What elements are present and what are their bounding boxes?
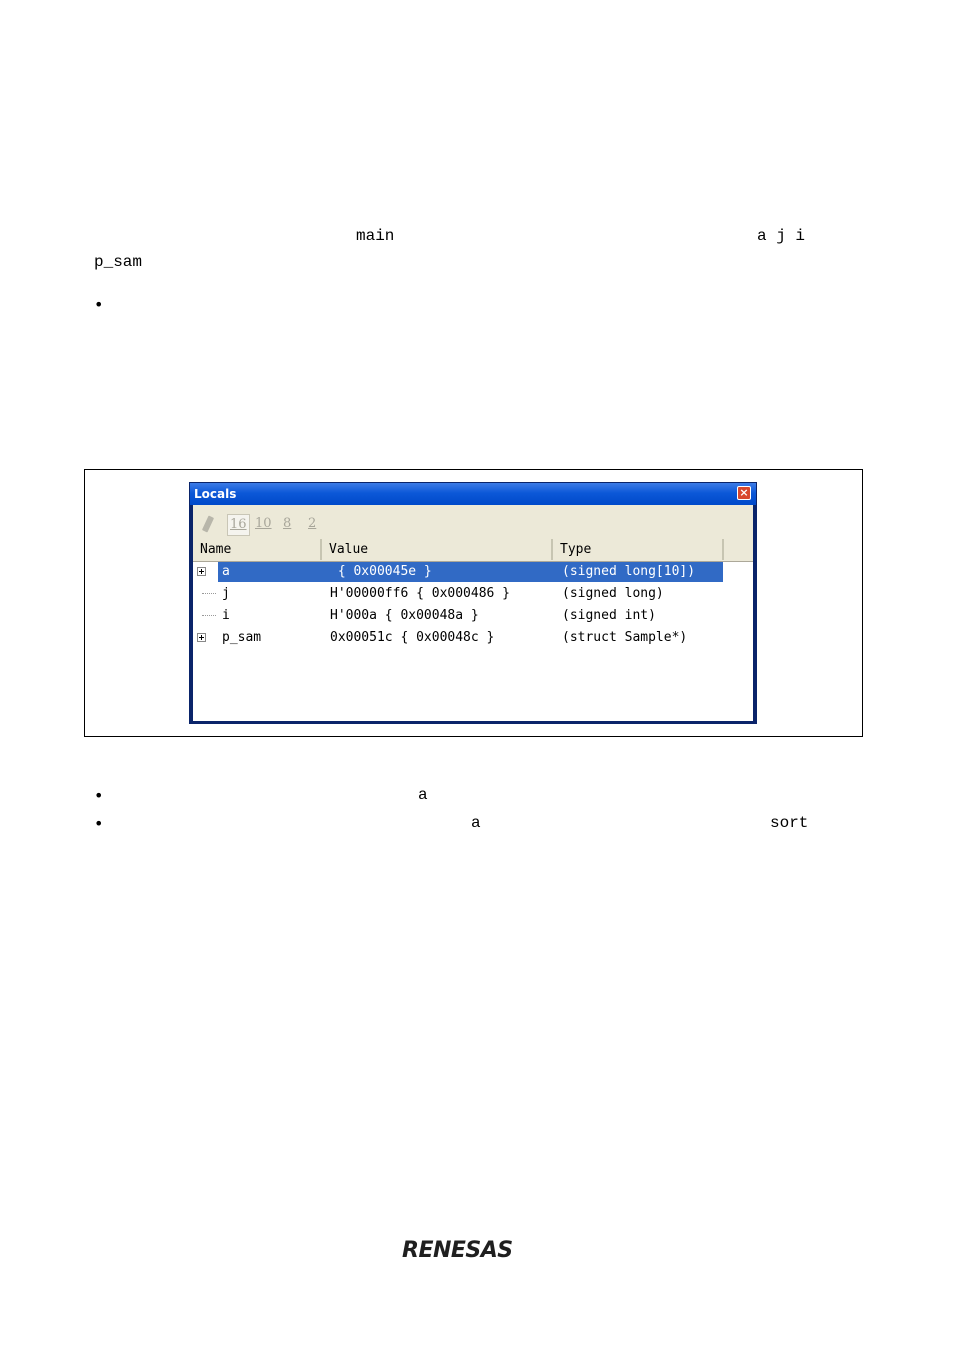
table-row[interactable] (193, 627, 753, 649)
radix-16-button[interactable]: 16 (227, 514, 250, 536)
bullet-1: • (94, 295, 104, 314)
toolbar (193, 505, 753, 539)
row-type: (signed int) (562, 608, 656, 623)
locals-title: Locals (194, 487, 237, 501)
list-header (193, 539, 753, 562)
row-type: (signed long) (562, 586, 664, 601)
row-value: H'000a { 0x00048a } (330, 608, 479, 623)
radix-2-button[interactable]: 2 (308, 516, 317, 531)
locals-list (193, 539, 753, 721)
tree-line (202, 593, 216, 594)
code-main: main (356, 227, 395, 245)
pencil-icon[interactable] (202, 515, 214, 532)
radix-10-button[interactable]: 10 (255, 516, 272, 531)
row-name: a (222, 564, 230, 579)
table-row[interactable] (193, 561, 753, 583)
code-p-sam: p_sam (94, 253, 143, 271)
row-name: p_sam (222, 630, 262, 645)
row-name: j (222, 586, 230, 601)
bullet-2: • (94, 786, 104, 805)
code-a-1: a (418, 786, 428, 804)
row-value: { 0x00045e } (330, 564, 432, 579)
row-type: (struct Sample*) (562, 630, 688, 645)
renesas-logo: RENESAS (402, 1238, 513, 1263)
radix-8-button[interactable]: 8 (283, 516, 292, 531)
row-value: 0x00051c { 0x00048c } (330, 630, 495, 645)
expand-icon[interactable] (197, 567, 206, 576)
table-row[interactable] (193, 583, 753, 605)
close-button[interactable] (737, 486, 751, 500)
row-value: H'00000ff6 { 0x000486 } (330, 586, 511, 601)
table-row[interactable] (193, 605, 753, 627)
code-vars: a j i (757, 227, 806, 245)
close-icon: × (739, 486, 749, 499)
locals-title-bar[interactable] (190, 483, 756, 505)
tree-line (202, 615, 216, 616)
code-a-2: a (471, 814, 481, 832)
column-header-type[interactable]: Type (553, 539, 724, 560)
column-header-name[interactable]: Name (193, 539, 322, 560)
expand-icon[interactable] (197, 633, 206, 642)
locals-body (193, 505, 753, 721)
locals-window (189, 482, 757, 724)
row-type: (signed long[10]) (562, 564, 696, 579)
code-sort: sort (770, 814, 809, 832)
row-name: i (222, 608, 230, 623)
column-header-value[interactable]: Value (322, 539, 553, 560)
bullet-3: • (94, 814, 104, 833)
